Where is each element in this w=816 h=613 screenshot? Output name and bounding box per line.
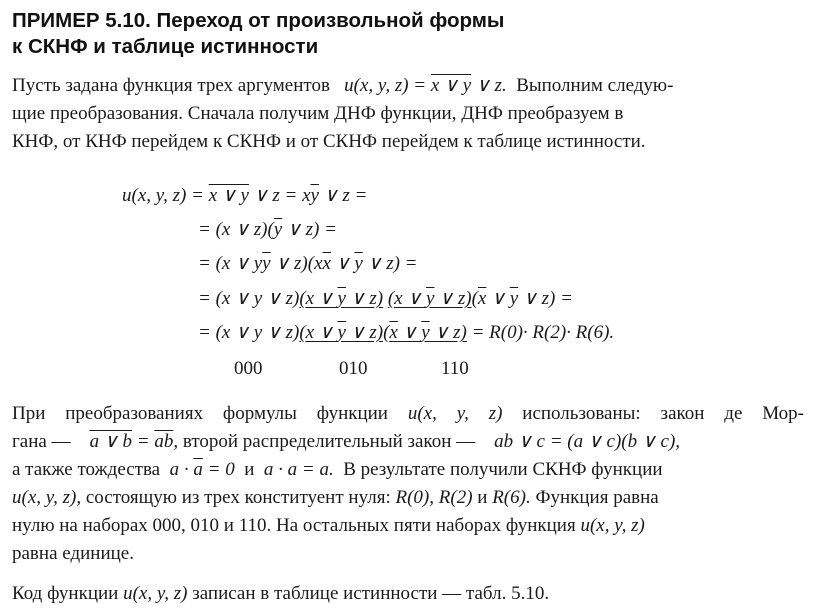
closing-paragraph: Код функции u(x, y, z) записан в таблице истинности — табл. 5.10. — [12, 583, 550, 604]
derivation-line-2: = (x ∨ $z)(\overline{y}$ ∨ z) = — [198, 219, 337, 240]
heading-line-1: ПРИМЕР 5.10. Переход от произвольной формы — [12, 9, 505, 32]
intro-text-a: Пусть задана функция трех аргументов — [12, 75, 330, 96]
explanation-line-6: равна единице. — [12, 543, 134, 564]
intro-line-2: щие преобразования. Сначала получим ДНФ функции, ДНФ преобразуем в — [12, 103, 624, 124]
intro-line-1 — [12, 72, 804, 100]
intro-text-b: Выполним следую- — [516, 75, 674, 96]
intro-line-3: КНФ, от КНФ перейдем к СКНФ и от СКНФ перейдем к таблице истинности. — [12, 131, 646, 152]
derivation-line-4: = (x ∨ y ∨ z)(x ∨ y ∨ z) (x ∨ y ∨ $z)(\overline{x}$ ∨ $\overline{y}$ ∨ z) = — [198, 288, 573, 309]
explanation-line-3: а также тождества $a \cdot \overline{a} = 0$ и a · a = a. В результате получили СКНФ функции — [12, 459, 663, 480]
derivation-line-1: u(x, y, z) = x ∨ y ∨ $z = x\overline{y}$ ∨ z = — [122, 185, 368, 206]
distributive-formula: ab ∨ c = (a ∨ c)(b ∨ c), — [494, 431, 681, 452]
identity-1: $a \cdot \overline{a} = 0$ — [169, 459, 235, 480]
de-morgan-formula: a ∨ $b = \overline{a}\overline{b}$ — [89, 431, 174, 452]
derivation-line-5: = (x ∨ y ∨ z)(x ∨ y ∨ z)(x ∨ y ∨ z) = R(0)· R(2)· R(6). — [198, 322, 615, 343]
derivation-line-3: = (x ∨ $y\overline{y}$ ∨ $z)(x\overline{x}$ ∨ $\overline{y}$ ∨ z) = — [198, 253, 418, 274]
explanation-line-1: При преобразованиях формулы функции u(x, y, z) использованы: закон де Мор- — [12, 403, 804, 424]
intro-paragraph — [12, 72, 804, 156]
explanation-line-4: u(x, y, z), состоящую из трех конституент нуля: R(0), R(2) и R(6). Функция равна — [12, 487, 659, 508]
example-heading — [12, 8, 802, 60]
identity-2: a · a = a. — [263, 459, 334, 480]
function-definition: u(x, y, z) = x ∨ y ∨ z. — [344, 75, 507, 96]
heading-line-2: к СКНФ и таблице истинности — [12, 35, 319, 58]
explanation-paragraph — [12, 400, 804, 568]
explanation-line-5: нулю на наборах 000, 010 и 110. На остальных пяти наборах функция u(x, y, z) — [12, 515, 645, 536]
binary-code-110: 110 — [441, 358, 469, 379]
binary-code-010: 010 — [339, 358, 368, 379]
explanation-line-2: гана — a ∨ $b = \overline{a}\overline{b}$, второй распределительный закон — ab ∨ c = (a ∨ c)(b ∨ c), — [12, 431, 681, 452]
binary-code-000: 000 — [234, 358, 263, 379]
